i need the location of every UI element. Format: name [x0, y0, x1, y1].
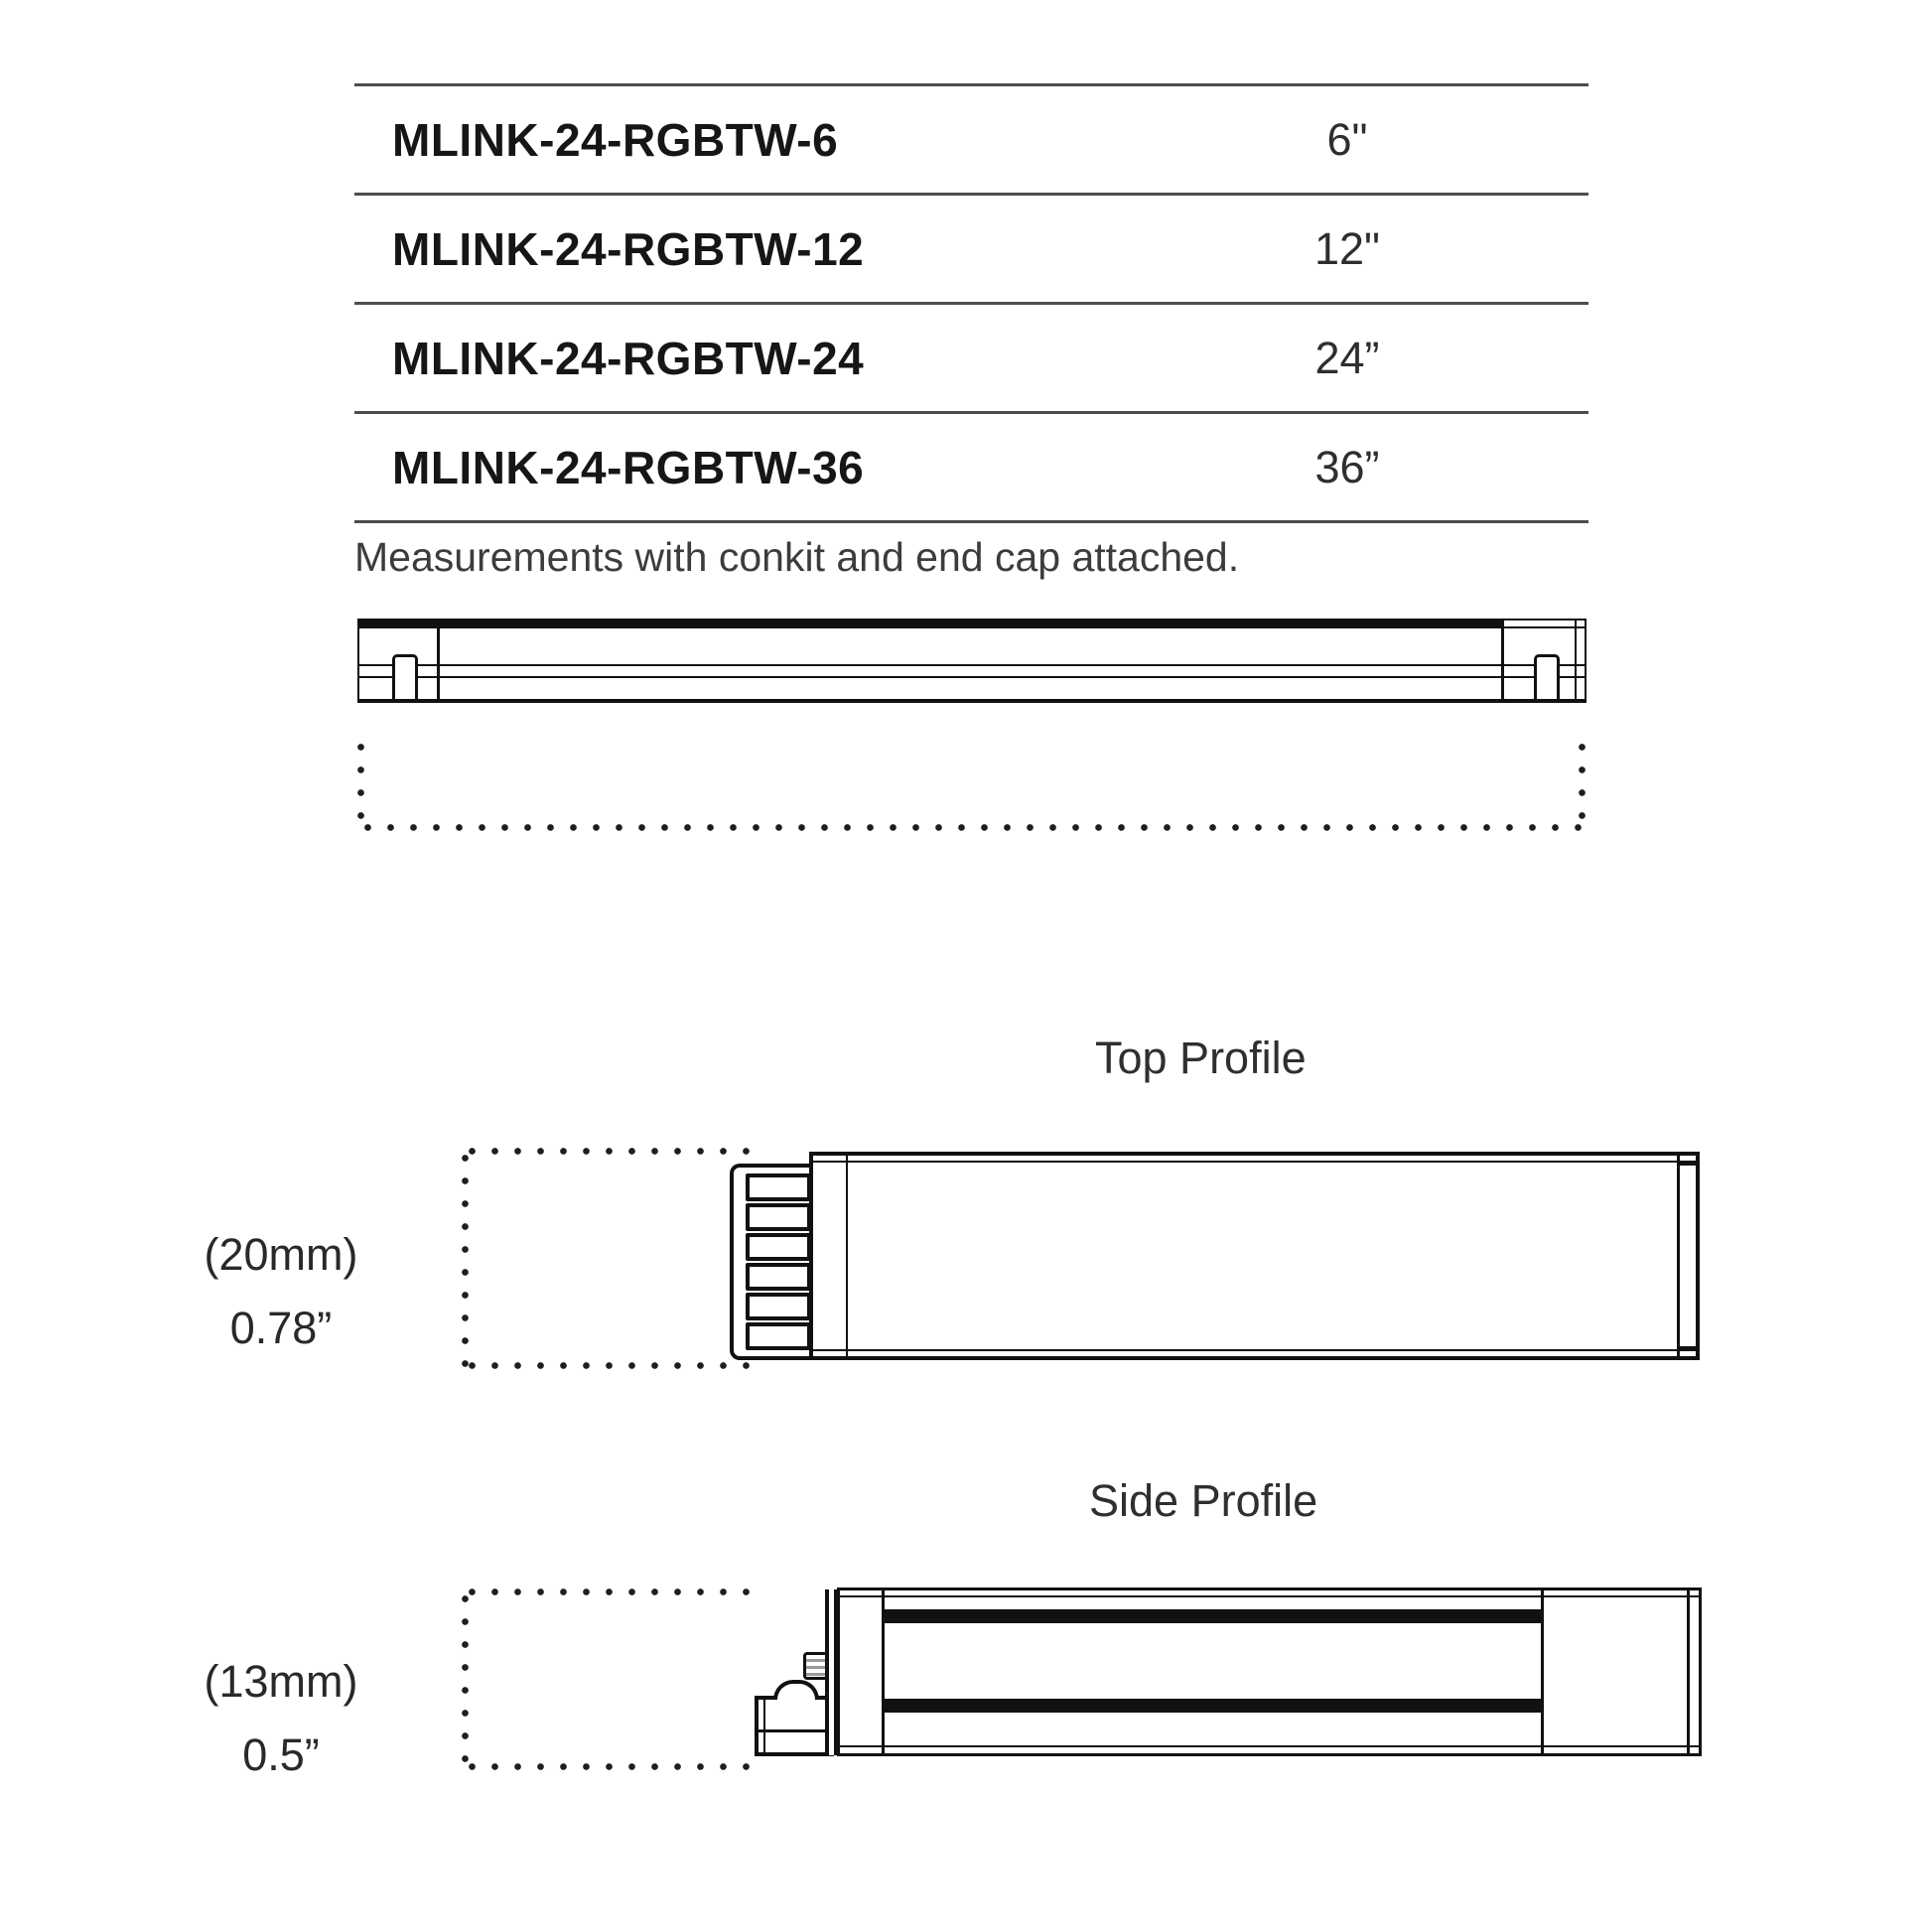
top-dim-left-dots	[461, 1147, 470, 1369]
length-dim-left-dots	[356, 736, 365, 832]
side-dim-top-dots	[461, 1587, 753, 1596]
front-mid-line-2	[359, 676, 1585, 678]
connector-tooth	[746, 1322, 811, 1350]
connector-tooth	[746, 1173, 811, 1201]
top-view-edge-line	[813, 1349, 1696, 1351]
length-value: 24”	[1314, 332, 1380, 383]
connector-tooth	[746, 1293, 811, 1320]
mounting-clip-right	[1534, 654, 1560, 699]
side-dim-imperial: 0.5”	[242, 1729, 320, 1780]
side-view-right-double-line	[1687, 1590, 1690, 1753]
top-dim-imperial: 0.78”	[229, 1303, 333, 1353]
model-number: MLINK-24-RGBTW-12	[392, 222, 865, 275]
side-profile-label: Side Profile	[1089, 1475, 1318, 1526]
top-view-left-seam	[846, 1156, 848, 1356]
front-top-bar	[359, 621, 1504, 628]
top-view-edge-line	[813, 1161, 1696, 1163]
side-view-right-seam	[1541, 1590, 1544, 1753]
endcap-tick	[1680, 1163, 1696, 1166]
side-view-edge-line	[840, 1745, 1699, 1747]
conkit-base-edge	[763, 1700, 765, 1752]
side-dim-bottom-dots	[461, 1762, 753, 1771]
fixture-body-top-view	[809, 1152, 1700, 1360]
front-view-drawing	[357, 619, 1587, 703]
model-number: MLINK-24-RGBTW-6	[392, 113, 839, 166]
table-row	[354, 302, 1588, 411]
connector-tooth	[746, 1203, 811, 1231]
lens-channel-upper	[885, 1609, 1541, 1623]
model-number: MLINK-24-RGBTW-24	[392, 332, 865, 384]
conkit-base-side-view	[755, 1696, 834, 1756]
length-dim-right-dots	[1578, 736, 1587, 832]
top-profile-label: Top Profile	[1095, 1033, 1307, 1083]
side-view-edge-line	[840, 1595, 1699, 1597]
table-row	[354, 193, 1588, 302]
conkit-latch-hook	[773, 1680, 819, 1700]
table-row	[354, 83, 1588, 193]
fixture-body-side-view	[837, 1587, 1702, 1756]
side-dim-metric: (13mm)	[204, 1656, 358, 1707]
model-size-table	[354, 83, 1588, 523]
length-value: 36”	[1314, 441, 1380, 492]
length-dim-bottom-dots	[356, 823, 1587, 832]
conkit-connector-top	[730, 1164, 809, 1360]
right-edge-double-line	[1575, 621, 1577, 699]
connector-tooth	[746, 1263, 811, 1291]
front-mid-line-1	[359, 664, 1585, 666]
table-row	[354, 411, 1588, 520]
mounting-clip-left	[392, 654, 418, 699]
length-value: 6"	[1326, 113, 1368, 165]
endcap-tick	[1680, 1346, 1696, 1349]
model-number: MLINK-24-RGBTW-36	[392, 441, 865, 493]
right-endcap-divider	[1501, 621, 1504, 699]
top-dim-bottom-dots	[461, 1361, 757, 1370]
top-dim-top-dots	[461, 1147, 757, 1156]
conkit-base-line	[759, 1729, 830, 1732]
connector-tooth	[746, 1233, 811, 1261]
top-dim-metric: (20mm)	[204, 1229, 358, 1280]
length-value: 12"	[1313, 222, 1381, 274]
lens-channel-lower	[885, 1699, 1541, 1713]
left-endcap-divider	[437, 621, 440, 699]
measurement-note: Measurements with conkit and end cap attached.	[354, 534, 1240, 580]
front-endcap-topline	[1504, 626, 1585, 628]
side-dim-left-dots	[461, 1587, 470, 1770]
top-view-endcap-seam	[1677, 1156, 1680, 1356]
